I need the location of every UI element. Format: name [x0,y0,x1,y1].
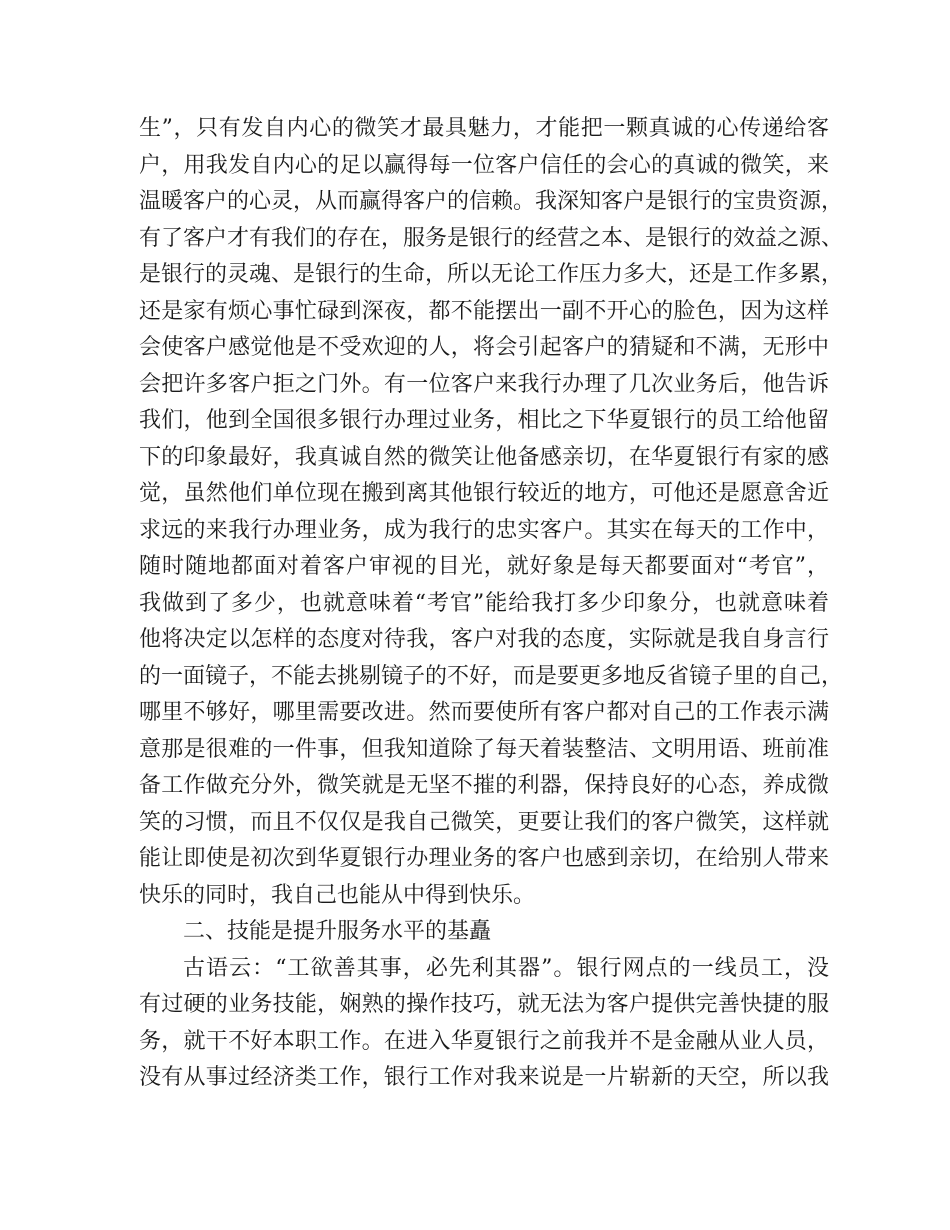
text-line: 会把许多客户拒之门外。有一位客户来我行办理了几次业务后，他告诉 [139,371,829,397]
text-line: 务，就干不好本职工作。在进入华夏银行之前我并不是金融从业人员， [139,1028,829,1054]
text-line: 快乐的同时，我自己也能从中得到快乐。 [139,882,536,908]
text-line: 求远的来我行办理业务，成为我行的忠实客户。其实在每天的工作中， [139,517,829,543]
text-line: 随时随地都面对着客户审视的目光，就好象是每天都要面对“考官”， [139,554,829,579]
text-line: 我们，他到全国很多银行办理过业务，相比之下华夏银行的员工给他留 [139,408,829,433]
text-line: 我做到了多少，也就意味着“考官”能给我打多少印象分，也就意味着 [139,590,829,616]
section-heading: 二、技能是提升服务水平的基矗 [183,919,492,944]
text-line: 古语云：“工欲善其事，必先利其器”。银行网点的一线员工，没 [183,955,829,981]
text-line: 备工作做充分外，微笑就是无坚不摧的利器，保持良好的心态，养成微 [139,773,829,798]
text-line: 觉，虽然他们单位现在搬到离其他银行较近的地方，可他还是愿意舍近 [139,481,829,506]
text-line: 没有从事过经济类工作，银行工作对我来说是一片崭新的天空，所以我 [139,1065,829,1090]
text-line: 生”，只有发自内心的微笑才最具魅力，才能把一颗真诚的心传递给客 [139,116,829,141]
text-line: 还是家有烦心事忙碌到深夜，都不能摆出一副不开心的脸色，因为这样 [139,298,829,324]
text-line: 下的印象最好，我真诚自然的微笑让他备感亲切，在华夏银行有家的感 [139,444,829,470]
text-line: 是银行的灵魂、是银行的生命，所以无论工作压力多大，还是工作多累， [139,262,844,287]
text-line: 会使客户感觉他是不受欢迎的人，将会引起客户的猜疑和不满，无形中 [139,335,829,360]
text-line: 有过硬的业务技能，娴熟的操作技巧，就无法为客户提供完善快捷的服 [139,992,829,1017]
text-line: 有了客户才有我们的存在，服务是银行的经营之本、是银行的效益之源、 [139,225,844,251]
text-line: 哪里不够好，哪里需要改进。然而要使所有客户都对自己的工作表示满 [139,700,829,725]
text-line: 意那是很难的一件事，但我知道除了每天着装整洁、文明用语、班前准 [139,736,829,762]
text-line: 的一面镜子，不能去挑剔镜子的不好，而是要更多地反省镜子里的自己， [139,663,844,689]
text-line: 能让即使是初次到华夏银行办理业务的客户也感到亲切，在给别人带来 [139,846,829,871]
text-line: 温暖客户的心灵，从而赢得客户的信赖。我深知客户是银行的宝贵资源， [139,189,844,214]
text-line: 笑的习惯，而且不仅仅是我自己微笑，更要让我们的客户微笑，这样就 [139,809,829,835]
body-text [139,111,844,1097]
text-line: 户，用我发自内心的足以赢得每一位客户信任的会心的真诚的微笑，来 [139,152,829,178]
text-line: 他将决定以怎样的态度对待我，客户对我的态度，实际就是我自身言行 [139,627,829,652]
